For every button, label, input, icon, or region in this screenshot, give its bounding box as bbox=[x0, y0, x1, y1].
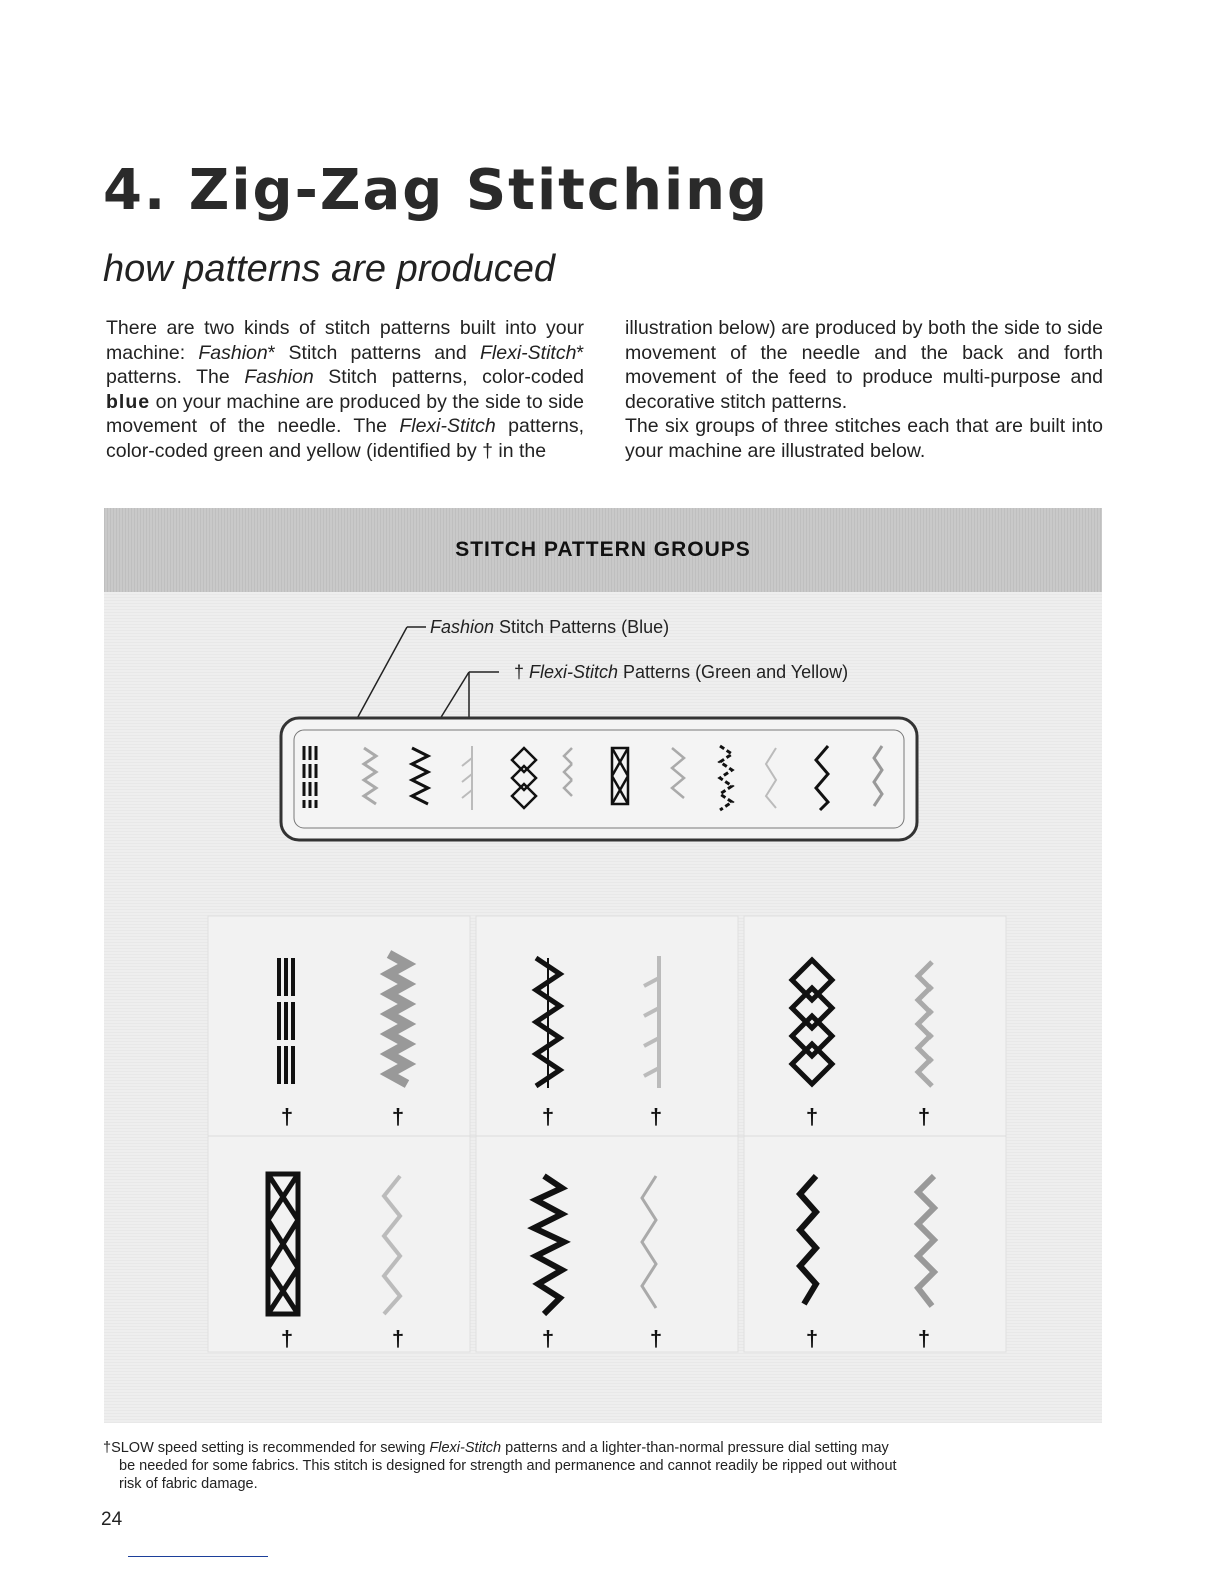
page-number: 24 bbox=[101, 1509, 123, 1530]
intro-paragraph-3: The six groups of three stitches each that are built into your machine are illustrated below. bbox=[625, 415, 1103, 462]
intro-text-6: patterns, color-coded green and yellow (identified by † in the bbox=[106, 415, 585, 462]
sample-groups bbox=[208, 916, 1006, 1352]
bottom-rule bbox=[128, 1556, 268, 1557]
selector-strip bbox=[281, 718, 917, 840]
footnote-flexi-term: Flexi-Stitch bbox=[429, 1440, 502, 1456]
stitch-illustration bbox=[104, 508, 1102, 1423]
dagger-r2-c2: † bbox=[391, 1326, 405, 1351]
dagger-r2-c5: † bbox=[805, 1326, 819, 1351]
intro-text-4: Stitch patterns, color-coded bbox=[313, 366, 584, 388]
intro-column-left bbox=[106, 316, 584, 463]
flexi-callout-rest: Patterns (Green and Yellow) bbox=[618, 662, 849, 682]
dagger-r1-c5: † bbox=[805, 1104, 819, 1129]
flexi-callout-dagger: † bbox=[514, 662, 530, 682]
footnote-line1-b: patterns and a lighter-than-normal pressure dial setting may bbox=[501, 1440, 889, 1456]
page-title: 4. Zig-Zag Stitching bbox=[103, 158, 770, 223]
dagger-r2-c3: † bbox=[541, 1326, 555, 1351]
flexi-callout-em: Flexi-Stitch bbox=[529, 662, 619, 682]
dagger-r2-c6: † bbox=[917, 1326, 931, 1351]
dagger-r2-c1: † bbox=[280, 1326, 294, 1351]
page-subtitle: how patterns are produced bbox=[103, 248, 556, 290]
intro-text-3: * patterns. The bbox=[106, 341, 585, 388]
fashion-callout-em: Fashion bbox=[430, 617, 495, 637]
footnote bbox=[103, 1439, 1098, 1493]
blue-term: blue bbox=[106, 390, 151, 413]
dagger-r1-c2: † bbox=[391, 1104, 405, 1129]
footnote-line3: risk of fabric damage. bbox=[119, 1476, 258, 1492]
stitch-pattern-panel bbox=[104, 508, 1102, 1423]
intro-text-2: * Stitch patterns and bbox=[267, 341, 480, 364]
panel-title: STITCH PATTERN GROUPS bbox=[455, 538, 751, 561]
intro-text-1: There are two kinds of stitch patterns built into your machine: bbox=[106, 317, 584, 364]
dagger-r1-c4: † bbox=[649, 1104, 663, 1129]
dagger-r1-c3: † bbox=[541, 1104, 555, 1129]
intro-paragraph bbox=[106, 316, 584, 463]
flexi-term: Flexi-Stitch bbox=[479, 341, 577, 364]
dagger-r1-c6: † bbox=[917, 1104, 931, 1129]
dagger-r2-c4: † bbox=[649, 1326, 663, 1351]
intro-paragraph-2: illustration below) are produced by both the side to side movement of the needle and the back and forth movement of the feed to produce multi-purpose and decorative stitch patterns. bbox=[625, 317, 1103, 413]
fashion-term-2: Fashion bbox=[244, 366, 314, 388]
fashion-term: Fashion bbox=[198, 341, 268, 364]
footnote-line1-a: †SLOW speed setting is recommended for sewing bbox=[103, 1440, 430, 1456]
dagger-r1-c1: † bbox=[280, 1104, 294, 1129]
intro-column-right bbox=[625, 316, 1103, 463]
fashion-callout-rest: Stitch Patterns (Blue) bbox=[494, 617, 670, 637]
flexi-term-2: Flexi-Stitch bbox=[399, 415, 496, 437]
intro-text-5: on your machine are produced by the side to side movement of the needle. The bbox=[106, 390, 584, 437]
footnote-line2: be needed for some fabrics. This stitch is designed for strength and permanence and cannot readily be ripped out without bbox=[119, 1458, 897, 1474]
